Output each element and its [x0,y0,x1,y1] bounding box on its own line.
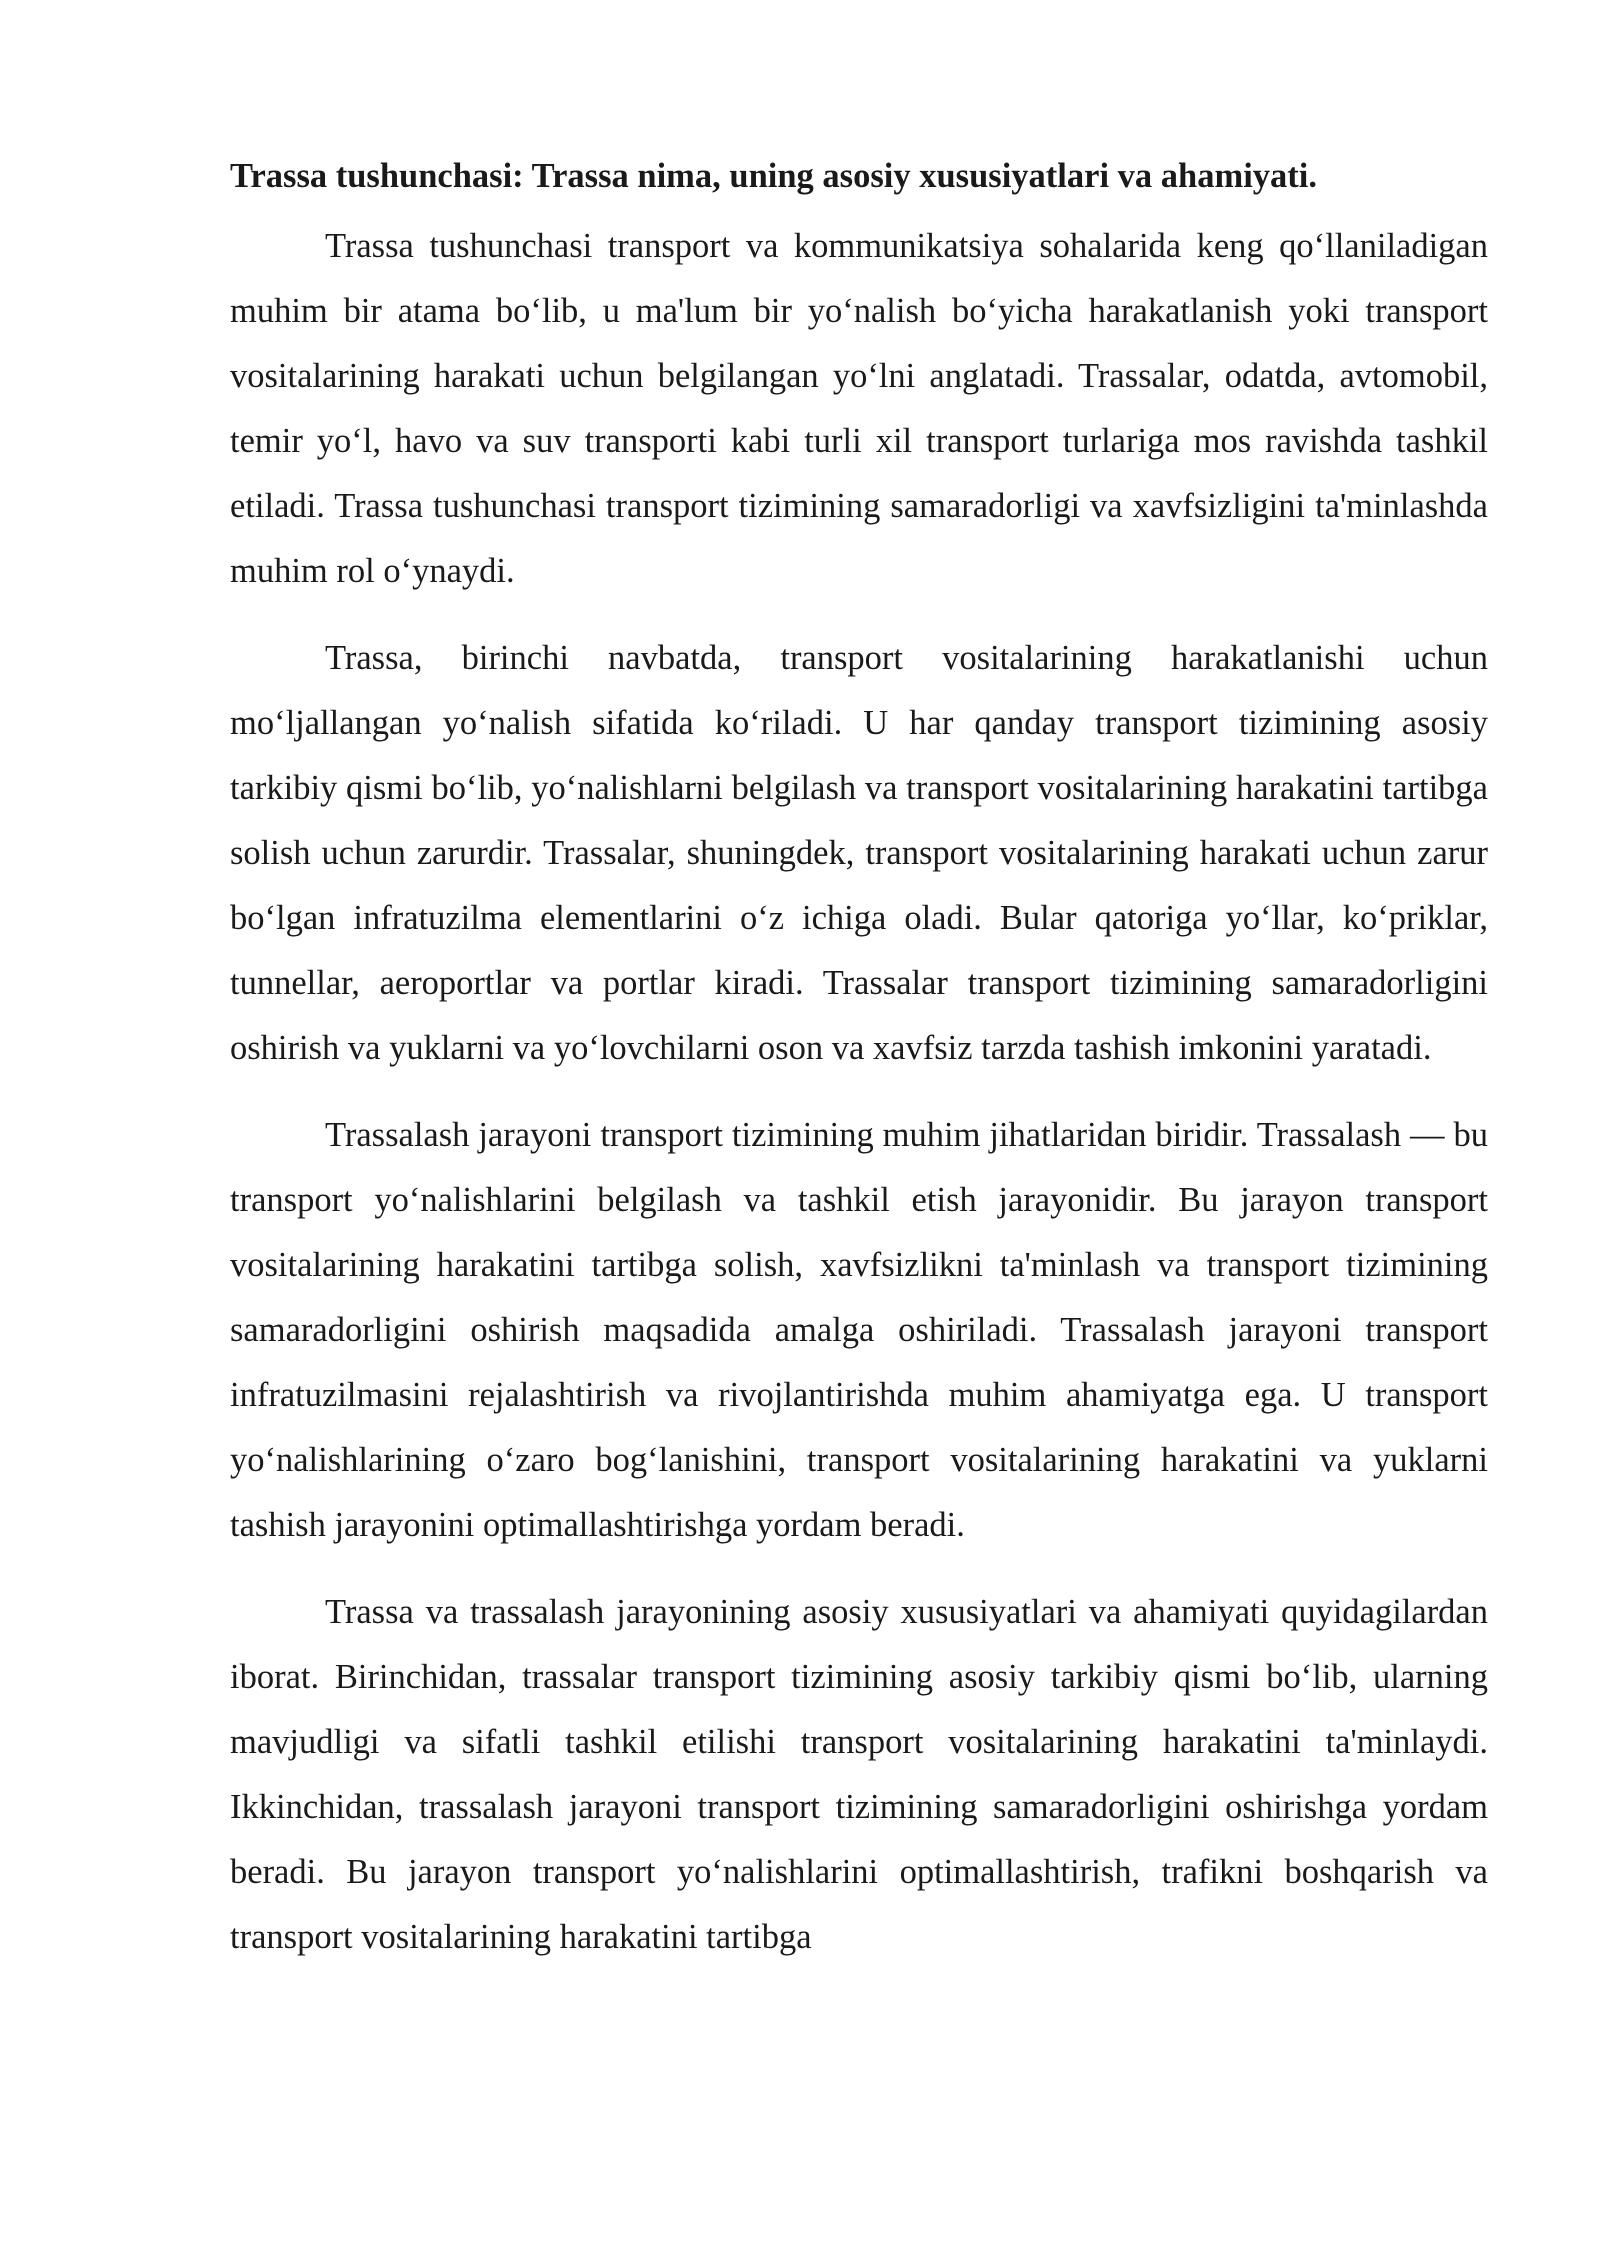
paragraph-1: Trassa tushunchasi transport va kommunikatsiya sohalarida keng qo‘llaniladigan muhim bir atama bo‘lib, u ma'lum bir yo‘nalish bo‘yicha harakatlanish yoki transport vositalarining harakati uchun belgilangan yo‘lni anglatadi. Trassalar, odatda, avtomobil, temir yo‘l, havo va suv transporti kabi turli xil transport turlariga mos ravishda tashkil etiladi. Trassa tushunchasi transport tizimining samaradorligi va xavfsizligini ta'minlashda muhim rol o‘ynaydi. [230,227,1488,590]
document-heading: Trassa tushunchasi: Trassa nima, uning asosiy xususiyatlari va ahamiyati. [230,157,1317,195]
paragraph-4: Trassa va trassalash jarayonining asosiy xususiyatlari va ahamiyati quyidagilardan iborat. Birinchidan, trassalar transport tizimining asosiy tarkibiy qismi bo‘lib, ularning mavjudligi va sifatli tashkil etilishi transport vositalarining harakatini ta'minlaydi. Ikkinchidan, trassalash jarayoni transport tizimining samaradorligini oshirishga yordam beradi. Bu jarayon transport yo‘nalishlarini optimallashtirish, trafikni boshqarish va transport vositalarining harakatini tartibga [230,1593,1488,1956]
paragraph-2: Trassa, birinchi navbatda, transport vositalarining harakatlanishi uchun mo‘ljallangan yo‘nalish sifatida ko‘riladi. U har qanday transport tizimining asosiy tarkibiy qismi bo‘lib, yo‘nalishlarni belgilash va transport vositalarining harakatini tartibga solish uchun zarurdir. Trassalar, shuningdek, transport vositalarining harakati uchun zarur bo‘lgan infratuzilma elementlarini o‘z ichiga oladi. Bular qatoriga yo‘llar, ko‘priklar, tunnellar, aeroportlar va portlar kiradi. Trassalar transport tizimining samaradorligini oshirish va yuklarni va yo‘lovchilarni oson va xavfsiz tarzda tashish imkonini yaratadi. [230,639,1488,1067]
document-body [230,150,1488,1992]
paragraph-3: Trassalash jarayoni transport tizimining muhim jihatlaridan biridir. Trassalash — bu transport yo‘nalishlarini belgilash va tashkil etish jarayonidir. Bu jarayon transport vositalarining harakatini tartibga solish, xavfsizlikni ta'minlash va transport tizimining samaradorligini oshirish maqsadida amalga oshiriladi. Trassalash jarayoni transport infratuzilmasini rejalashtirish va rivojlantirishda muhim ahamiyatga ega. U transport yo‘nalishlarining o‘zaro bog‘lanishini, transport vositalarining harakatini va yuklarni tashish jarayonini optimallashtirishga yordam beradi. [230,1116,1488,1544]
